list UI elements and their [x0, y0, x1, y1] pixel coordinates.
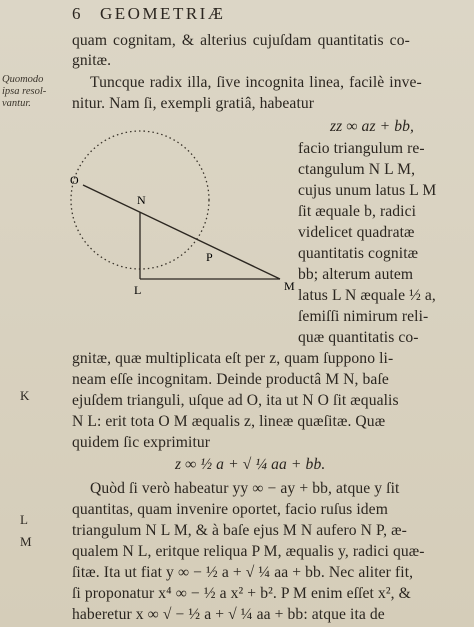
margin-note-line: ipsa resol- [2, 86, 47, 97]
text-line: cujus unum latus L M [298, 182, 437, 199]
text-line: ſit æquale b, radici [298, 203, 417, 220]
text-line: qualem N L, eritque reliqua P M, æqualis y, radici quæ- [72, 543, 425, 560]
text-line: ſi proponatur x⁴ ∞ − ½ a x² + b². P M enim eſſet x², & [72, 585, 411, 602]
text-line: ſitæ. Ita ut fiat y ∞ − ½ a + √ ¼ aa + bb. Nec aliter fit, [72, 564, 414, 581]
text-line: nitur. Nam ſi, exempli gratiâ, habeatur [72, 95, 315, 112]
text-line: videlicet quadratæ [298, 224, 415, 241]
text-line: N L: erit tota O M æqualis z, lineæ quæſitæ. Quæ [72, 413, 386, 430]
text-line: quidem ſic exprimitur [72, 434, 211, 451]
text-line: gnitæ. [72, 52, 112, 69]
text-line: facio triangulum re- [298, 140, 425, 157]
margin-note-line: Quomodo [2, 74, 44, 85]
label-m: M [284, 279, 295, 293]
text-line: ctangulum N L M, [298, 161, 416, 178]
text-line: bb; alterum autem [298, 266, 414, 283]
text-line: quæ quantitatis co- [298, 329, 419, 346]
margin-letter-k: K [20, 388, 30, 403]
text-line: Quòd ſi verò habeatur yy ∞ − ay + bb, atque y ſit [90, 480, 400, 497]
margin-letter-m: M [20, 534, 32, 549]
text-line: neam eſſe incognitam. Deinde productâ M N, baſe [72, 371, 389, 388]
text-line: gnitæ, quæ multiplicata eſt per z, quam ſuppono li- [72, 350, 394, 367]
geometry-figure [70, 112, 302, 300]
equation-one: zz ∞ az + bb, [330, 118, 415, 135]
text-line: triangulum N L M, & à baſe ejus M N aufero N P, æ- [72, 522, 407, 539]
label-n: N [137, 193, 146, 207]
label-o: O [70, 173, 79, 187]
margin-note-line: vantur. [2, 98, 31, 109]
text-line: haberetur x ∞ √ − ½ a + √ ¼ aa + bb: atque ita de [72, 606, 385, 623]
margin-note [2, 74, 46, 110]
margin-letter-l: L [20, 512, 28, 527]
text-line: ejuſdem trianguli, uſque ad O, ita ut N O ſit æqualis [72, 392, 399, 409]
page-number: 6 [72, 4, 81, 23]
running-head: GEOMETRIÆ [100, 4, 226, 23]
text-line: quantitas, quam invenire oportet, facio ruſus idem [72, 501, 388, 518]
equation-two: z ∞ ½ a + √ ¼ aa + bb. [175, 456, 326, 473]
label-l: L [134, 283, 142, 297]
text-line: latus L N æquale ½ a, [298, 287, 436, 304]
text-line: Tuncque radix illa, ſive incognita linea, facilè inve- [90, 74, 422, 91]
label-p: P [206, 250, 213, 264]
text-line: quam cognitam, & alterius cujuſdam quantitatis co- [72, 32, 410, 49]
text-line: quantitatis cognitæ [298, 245, 419, 262]
text-line: ſemiſſi nimirum reli- [298, 308, 429, 325]
hypotenuse-line [83, 185, 280, 279]
